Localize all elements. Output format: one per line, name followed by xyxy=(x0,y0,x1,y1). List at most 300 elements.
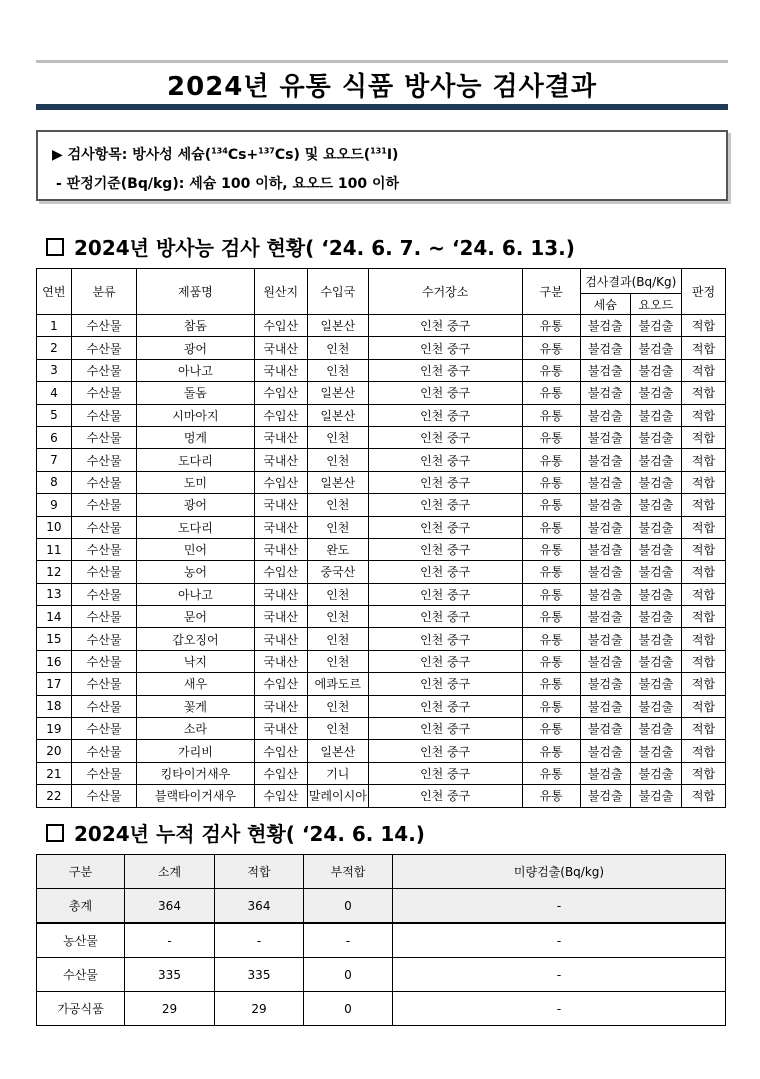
cell-iodine: 불검출 xyxy=(630,606,681,628)
cell-country: 인천 xyxy=(307,449,368,471)
cell-location: 인천 중구 xyxy=(368,494,522,516)
cum-header-pass: 적합 xyxy=(215,855,304,889)
cell-country: 인천 xyxy=(307,606,368,628)
header-origin: 원산지 xyxy=(254,269,307,315)
cell-category: 수산물 xyxy=(71,740,137,762)
cell-location: 인천 중구 xyxy=(368,471,522,493)
cell-verdict: 적합 xyxy=(681,695,725,717)
cell-iodine: 불검출 xyxy=(630,404,681,426)
cell-verdict: 적합 xyxy=(681,561,725,583)
inspection-items-label: ▶ 검사항목: 방사성 세슘( xyxy=(52,147,212,163)
table-row xyxy=(37,449,726,471)
cell-no: 4 xyxy=(37,382,72,404)
cell-category: 수산물 xyxy=(71,718,137,740)
table-row xyxy=(37,650,726,672)
cell-iodine: 불검출 xyxy=(630,494,681,516)
cell-origin: 국내산 xyxy=(254,359,307,381)
cell-verdict: 적합 xyxy=(681,404,725,426)
cell-cesium: 불검출 xyxy=(580,315,630,337)
cum-cell-subtotal: 29 xyxy=(125,992,215,1026)
cell-cesium: 불검출 xyxy=(580,650,630,672)
cum-cell-subtotal: - xyxy=(125,923,215,958)
section2-heading xyxy=(46,818,425,847)
cell-category: 수산물 xyxy=(71,561,137,583)
cell-type: 유통 xyxy=(522,538,580,560)
table-row xyxy=(37,628,726,650)
cell-origin: 국내산 xyxy=(254,516,307,538)
cell-cesium: 불검출 xyxy=(580,583,630,605)
table-row xyxy=(37,992,726,1026)
cell-iodine: 불검출 xyxy=(630,583,681,605)
cum-cell-type: 가공식품 xyxy=(37,992,125,1026)
cum-cell-fail: - xyxy=(304,923,393,958)
cell-location: 인천 중구 xyxy=(368,516,522,538)
cell-product: 멍게 xyxy=(137,426,254,448)
cell-category: 수산물 xyxy=(71,695,137,717)
table-row xyxy=(37,516,726,538)
cell-cesium: 불검출 xyxy=(580,382,630,404)
cum-cell-fail: 0 xyxy=(304,958,393,992)
cell-iodine: 불검출 xyxy=(630,785,681,807)
cell-origin: 국내산 xyxy=(254,628,307,650)
cell-verdict: 적합 xyxy=(681,494,725,516)
cell-country: 인천 xyxy=(307,359,368,381)
section1-title: 2024년 방사능 검사 현황( ‘24. 6. 7. ~ ‘24. 6. 13.) xyxy=(74,236,575,260)
cell-iodine: 불검출 xyxy=(630,516,681,538)
table-row xyxy=(37,785,726,807)
cell-category: 수산물 xyxy=(71,315,137,337)
cell-location: 인천 중구 xyxy=(368,650,522,672)
cell-country: 말레이시아 xyxy=(307,785,368,807)
cell-verdict: 적합 xyxy=(681,382,725,404)
cell-iodine: 불검출 xyxy=(630,673,681,695)
cell-category: 수산물 xyxy=(71,382,137,404)
cell-no: 20 xyxy=(37,740,72,762)
cell-product: 광어 xyxy=(137,337,254,359)
cell-product: 도미 xyxy=(137,471,254,493)
cell-iodine: 불검출 xyxy=(630,471,681,493)
cell-category: 수산물 xyxy=(71,583,137,605)
cell-type: 유통 xyxy=(522,426,580,448)
i131-text: I) xyxy=(386,147,399,163)
cell-no: 16 xyxy=(37,650,72,672)
cell-type: 유통 xyxy=(522,650,580,672)
cell-no: 10 xyxy=(37,516,72,538)
cell-type: 유통 xyxy=(522,762,580,784)
cell-cesium: 불검출 xyxy=(580,449,630,471)
cum-cell-pass: 335 xyxy=(215,958,304,992)
cell-category: 수산물 xyxy=(71,516,137,538)
cell-type: 유통 xyxy=(522,561,580,583)
cell-type: 유통 xyxy=(522,471,580,493)
cell-cesium: 불검출 xyxy=(580,606,630,628)
cell-category: 수산물 xyxy=(71,785,137,807)
cum-cell-pass: 29 xyxy=(215,992,304,1026)
cum-cell-pass: - xyxy=(215,923,304,958)
table-row xyxy=(37,561,726,583)
table-row xyxy=(37,315,726,337)
cell-country: 일본산 xyxy=(307,404,368,426)
table-row xyxy=(37,762,726,784)
cell-verdict: 적합 xyxy=(681,650,725,672)
cell-iodine: 불검출 xyxy=(630,650,681,672)
cell-iodine: 불검출 xyxy=(630,762,681,784)
cell-verdict: 적합 xyxy=(681,628,725,650)
cum-header-fail: 부적합 xyxy=(304,855,393,889)
i131-superscript: 131 xyxy=(370,146,387,156)
cell-type: 유통 xyxy=(522,695,580,717)
cum-cell-trace: - xyxy=(393,889,726,924)
cell-type: 유통 xyxy=(522,449,580,471)
cell-verdict: 적합 xyxy=(681,718,725,740)
cell-category: 수산물 xyxy=(71,337,137,359)
cum-header-subtotal: 소계 xyxy=(125,855,215,889)
cell-origin: 국내산 xyxy=(254,538,307,560)
cell-origin: 국내산 xyxy=(254,695,307,717)
cell-origin: 국내산 xyxy=(254,606,307,628)
cell-category: 수산물 xyxy=(71,471,137,493)
cell-no: 17 xyxy=(37,673,72,695)
cell-origin: 수입산 xyxy=(254,382,307,404)
cell-type: 유통 xyxy=(522,785,580,807)
section2-title: 2024년 누적 검사 현황( ‘24. 6. 14.) xyxy=(74,822,425,846)
cell-country: 인천 xyxy=(307,695,368,717)
cell-iodine: 불검출 xyxy=(630,718,681,740)
cell-cesium: 불검출 xyxy=(580,337,630,359)
cell-country: 중국산 xyxy=(307,561,368,583)
cell-type: 유통 xyxy=(522,404,580,426)
cum-cell-type: 농산물 xyxy=(37,923,125,958)
cell-location: 인천 중구 xyxy=(368,762,522,784)
table-row xyxy=(37,471,726,493)
cell-location: 인천 중구 xyxy=(368,673,522,695)
table-row xyxy=(37,426,726,448)
table-row xyxy=(37,337,726,359)
header-type: 구분 xyxy=(522,269,580,315)
header-result: 검사결과(Bq/Kg) xyxy=(580,269,681,294)
checkbox-square-icon xyxy=(46,824,64,842)
cell-iodine: 불검출 xyxy=(630,695,681,717)
cell-origin: 수입산 xyxy=(254,404,307,426)
cell-category: 수산물 xyxy=(71,628,137,650)
cell-location: 인천 중구 xyxy=(368,538,522,560)
cell-iodine: 불검출 xyxy=(630,426,681,448)
cum-cell-fail: 0 xyxy=(304,889,393,924)
cell-origin: 수입산 xyxy=(254,561,307,583)
table-row xyxy=(37,673,726,695)
cell-iodine: 불검출 xyxy=(630,538,681,560)
cell-product: 돌돔 xyxy=(137,382,254,404)
cum-cell-subtotal: 335 xyxy=(125,958,215,992)
cell-no: 22 xyxy=(37,785,72,807)
cell-cesium: 불검출 xyxy=(580,561,630,583)
table-row xyxy=(37,923,726,958)
cum-header-trace: 미량검출(Bq/kg) xyxy=(393,855,726,889)
cell-category: 수산물 xyxy=(71,359,137,381)
cell-iodine: 불검출 xyxy=(630,315,681,337)
cell-verdict: 적합 xyxy=(681,762,725,784)
cell-product: 아나고 xyxy=(137,359,254,381)
cell-origin: 국내산 xyxy=(254,583,307,605)
cs134-text: Cs+ xyxy=(227,147,259,163)
cell-location: 인천 중구 xyxy=(368,628,522,650)
table-row xyxy=(37,740,726,762)
inspection-items-line xyxy=(52,144,398,164)
cell-type: 유통 xyxy=(522,516,580,538)
cell-country: 인천 xyxy=(307,337,368,359)
cum-header-type: 구분 xyxy=(37,855,125,889)
cell-no: 13 xyxy=(37,583,72,605)
header-iodine: 요오드 xyxy=(630,294,681,315)
header-location: 수거장소 xyxy=(368,269,522,315)
header-country: 수입국 xyxy=(307,269,368,315)
cell-country: 일본산 xyxy=(307,315,368,337)
cell-origin: 수입산 xyxy=(254,785,307,807)
cell-cesium: 불검출 xyxy=(580,762,630,784)
cell-cesium: 불검출 xyxy=(580,628,630,650)
cell-country: 인천 xyxy=(307,628,368,650)
cell-category: 수산물 xyxy=(71,762,137,784)
cell-product: 소라 xyxy=(137,718,254,740)
title-top-rule xyxy=(36,60,728,63)
cell-type: 유통 xyxy=(522,337,580,359)
cumulative-rows xyxy=(37,889,726,1026)
cell-origin: 수입산 xyxy=(254,740,307,762)
cell-location: 인천 중구 xyxy=(368,583,522,605)
cum-cell-trace: - xyxy=(393,992,726,1026)
cell-location: 인천 중구 xyxy=(368,695,522,717)
cell-no: 15 xyxy=(37,628,72,650)
cell-country: 인천 xyxy=(307,718,368,740)
cell-no: 6 xyxy=(37,426,72,448)
cell-location: 인천 중구 xyxy=(368,606,522,628)
cell-origin: 국내산 xyxy=(254,449,307,471)
cell-no: 2 xyxy=(37,337,72,359)
cell-cesium: 불검출 xyxy=(580,516,630,538)
cell-no: 19 xyxy=(37,718,72,740)
weekly-inspection-table xyxy=(36,268,726,808)
cell-country: 완도 xyxy=(307,538,368,560)
table-row xyxy=(37,404,726,426)
cell-type: 유통 xyxy=(522,718,580,740)
header-cesium: 세슘 xyxy=(580,294,630,315)
cell-product: 시마아지 xyxy=(137,404,254,426)
cell-no: 12 xyxy=(37,561,72,583)
cell-verdict: 적합 xyxy=(681,538,725,560)
cell-cesium: 불검출 xyxy=(580,538,630,560)
cell-country: 인천 xyxy=(307,516,368,538)
cell-iodine: 불검출 xyxy=(630,449,681,471)
cell-cesium: 불검출 xyxy=(580,494,630,516)
checkbox-square-icon xyxy=(46,238,64,256)
cell-no: 21 xyxy=(37,762,72,784)
cum-cell-type: 총계 xyxy=(37,889,125,924)
cell-product: 킹타이거새우 xyxy=(137,762,254,784)
cell-product: 꽃게 xyxy=(137,695,254,717)
cell-no: 18 xyxy=(37,695,72,717)
header-product: 제품명 xyxy=(137,269,254,315)
cell-category: 수산물 xyxy=(71,494,137,516)
cell-location: 인천 중구 xyxy=(368,561,522,583)
cell-cesium: 불검출 xyxy=(580,740,630,762)
cell-location: 인천 중구 xyxy=(368,337,522,359)
cell-category: 수산물 xyxy=(71,650,137,672)
header-category: 분류 xyxy=(71,269,137,315)
cell-country: 에콰도르 xyxy=(307,673,368,695)
cell-type: 유통 xyxy=(522,315,580,337)
cell-country: 인천 xyxy=(307,494,368,516)
cell-category: 수산물 xyxy=(71,538,137,560)
cum-cell-trace: - xyxy=(393,958,726,992)
cell-product: 민어 xyxy=(137,538,254,560)
table-row xyxy=(37,583,726,605)
cum-cell-pass: 364 xyxy=(215,889,304,924)
table-row xyxy=(37,538,726,560)
cell-iodine: 불검출 xyxy=(630,337,681,359)
cell-no: 1 xyxy=(37,315,72,337)
cell-cesium: 불검출 xyxy=(580,404,630,426)
cell-verdict: 적합 xyxy=(681,606,725,628)
inspection-info-box xyxy=(36,130,728,201)
cell-country: 인천 xyxy=(307,650,368,672)
table-row xyxy=(37,695,726,717)
cell-origin: 국내산 xyxy=(254,426,307,448)
cell-category: 수산물 xyxy=(71,606,137,628)
cell-verdict: 적합 xyxy=(681,785,725,807)
cell-type: 유통 xyxy=(522,628,580,650)
cell-origin: 수입산 xyxy=(254,471,307,493)
cell-no: 3 xyxy=(37,359,72,381)
cell-location: 인천 중구 xyxy=(368,449,522,471)
cum-cell-type: 수산물 xyxy=(37,958,125,992)
cell-origin: 수입산 xyxy=(254,762,307,784)
cell-type: 유통 xyxy=(522,583,580,605)
cell-location: 인천 중구 xyxy=(368,740,522,762)
cell-country: 인천 xyxy=(307,426,368,448)
cell-product: 도다리 xyxy=(137,516,254,538)
table-row xyxy=(37,494,726,516)
cell-location: 인천 중구 xyxy=(368,404,522,426)
table-row xyxy=(37,958,726,992)
cell-no: 5 xyxy=(37,404,72,426)
cell-category: 수산물 xyxy=(71,404,137,426)
cs137-superscript: 137 xyxy=(258,146,275,156)
cell-verdict: 적합 xyxy=(681,337,725,359)
cell-iodine: 불검출 xyxy=(630,628,681,650)
table-row xyxy=(37,382,726,404)
cumulative-inspection-table xyxy=(36,854,726,1026)
cell-verdict: 적합 xyxy=(681,315,725,337)
cell-no: 7 xyxy=(37,449,72,471)
cell-product: 아나고 xyxy=(137,583,254,605)
cell-country: 일본산 xyxy=(307,740,368,762)
cell-iodine: 불검출 xyxy=(630,359,681,381)
page-title: 2024년 유통 식품 방사능 검사결과 xyxy=(167,72,597,102)
cell-cesium: 불검출 xyxy=(580,673,630,695)
cell-product: 가리비 xyxy=(137,740,254,762)
cell-location: 인천 중구 xyxy=(368,315,522,337)
cs137-text: Cs) 및 요오드( xyxy=(274,147,371,163)
cell-no: 11 xyxy=(37,538,72,560)
cell-verdict: 적합 xyxy=(681,426,725,448)
cell-product: 블랙타이거새우 xyxy=(137,785,254,807)
cell-type: 유통 xyxy=(522,606,580,628)
cell-product: 문어 xyxy=(137,606,254,628)
cell-verdict: 적합 xyxy=(681,583,725,605)
cell-origin: 국내산 xyxy=(254,337,307,359)
cell-country: 일본산 xyxy=(307,382,368,404)
section1-heading xyxy=(46,232,575,261)
cell-type: 유통 xyxy=(522,673,580,695)
cell-category: 수산물 xyxy=(71,673,137,695)
cell-category: 수산물 xyxy=(71,449,137,471)
cell-product: 농어 xyxy=(137,561,254,583)
cum-cell-subtotal: 364 xyxy=(125,889,215,924)
cum-cell-trace: - xyxy=(393,923,726,958)
cell-location: 인천 중구 xyxy=(368,785,522,807)
cell-verdict: 적합 xyxy=(681,449,725,471)
cell-no: 8 xyxy=(37,471,72,493)
cell-type: 유통 xyxy=(522,382,580,404)
table-row xyxy=(37,718,726,740)
cell-origin: 국내산 xyxy=(254,494,307,516)
table-row xyxy=(37,606,726,628)
cell-origin: 국내산 xyxy=(254,718,307,740)
total-row xyxy=(37,889,726,924)
cell-origin: 수입산 xyxy=(254,315,307,337)
cell-category: 수산물 xyxy=(71,426,137,448)
cell-location: 인천 중구 xyxy=(368,718,522,740)
judgment-criteria-line: - 판정기준(Bq/kg): 세슘 100 이하, 요오드 100 이하 xyxy=(56,176,400,192)
cell-type: 유통 xyxy=(522,740,580,762)
cell-location: 인천 중구 xyxy=(368,426,522,448)
cell-location: 인천 중구 xyxy=(368,359,522,381)
cell-country: 인천 xyxy=(307,583,368,605)
header-no: 연번 xyxy=(37,269,72,315)
cell-product: 갑오징어 xyxy=(137,628,254,650)
cell-product: 참돔 xyxy=(137,315,254,337)
cell-product: 도다리 xyxy=(137,449,254,471)
cell-iodine: 불검출 xyxy=(630,740,681,762)
cell-verdict: 적합 xyxy=(681,673,725,695)
cell-product: 낙지 xyxy=(137,650,254,672)
header-verdict: 판정 xyxy=(681,269,725,315)
cell-cesium: 불검출 xyxy=(580,718,630,740)
cell-origin: 국내산 xyxy=(254,650,307,672)
cell-verdict: 적합 xyxy=(681,359,725,381)
cell-type: 유통 xyxy=(522,359,580,381)
cell-no: 9 xyxy=(37,494,72,516)
cell-cesium: 불검출 xyxy=(580,359,630,381)
cell-type: 유통 xyxy=(522,494,580,516)
cell-iodine: 불검출 xyxy=(630,382,681,404)
cell-product: 광어 xyxy=(137,494,254,516)
title-bottom-rule xyxy=(36,104,728,110)
cell-cesium: 불검출 xyxy=(580,426,630,448)
cum-cell-fail: 0 xyxy=(304,992,393,1026)
table-row xyxy=(37,359,726,381)
cell-verdict: 적합 xyxy=(681,516,725,538)
cell-country: 기니 xyxy=(307,762,368,784)
cell-verdict: 적합 xyxy=(681,740,725,762)
cell-iodine: 불검출 xyxy=(630,561,681,583)
cell-cesium: 불검출 xyxy=(580,695,630,717)
cell-cesium: 불검출 xyxy=(580,785,630,807)
cell-country: 일본산 xyxy=(307,471,368,493)
cell-no: 14 xyxy=(37,606,72,628)
cell-cesium: 불검출 xyxy=(580,471,630,493)
cell-origin: 수입산 xyxy=(254,673,307,695)
